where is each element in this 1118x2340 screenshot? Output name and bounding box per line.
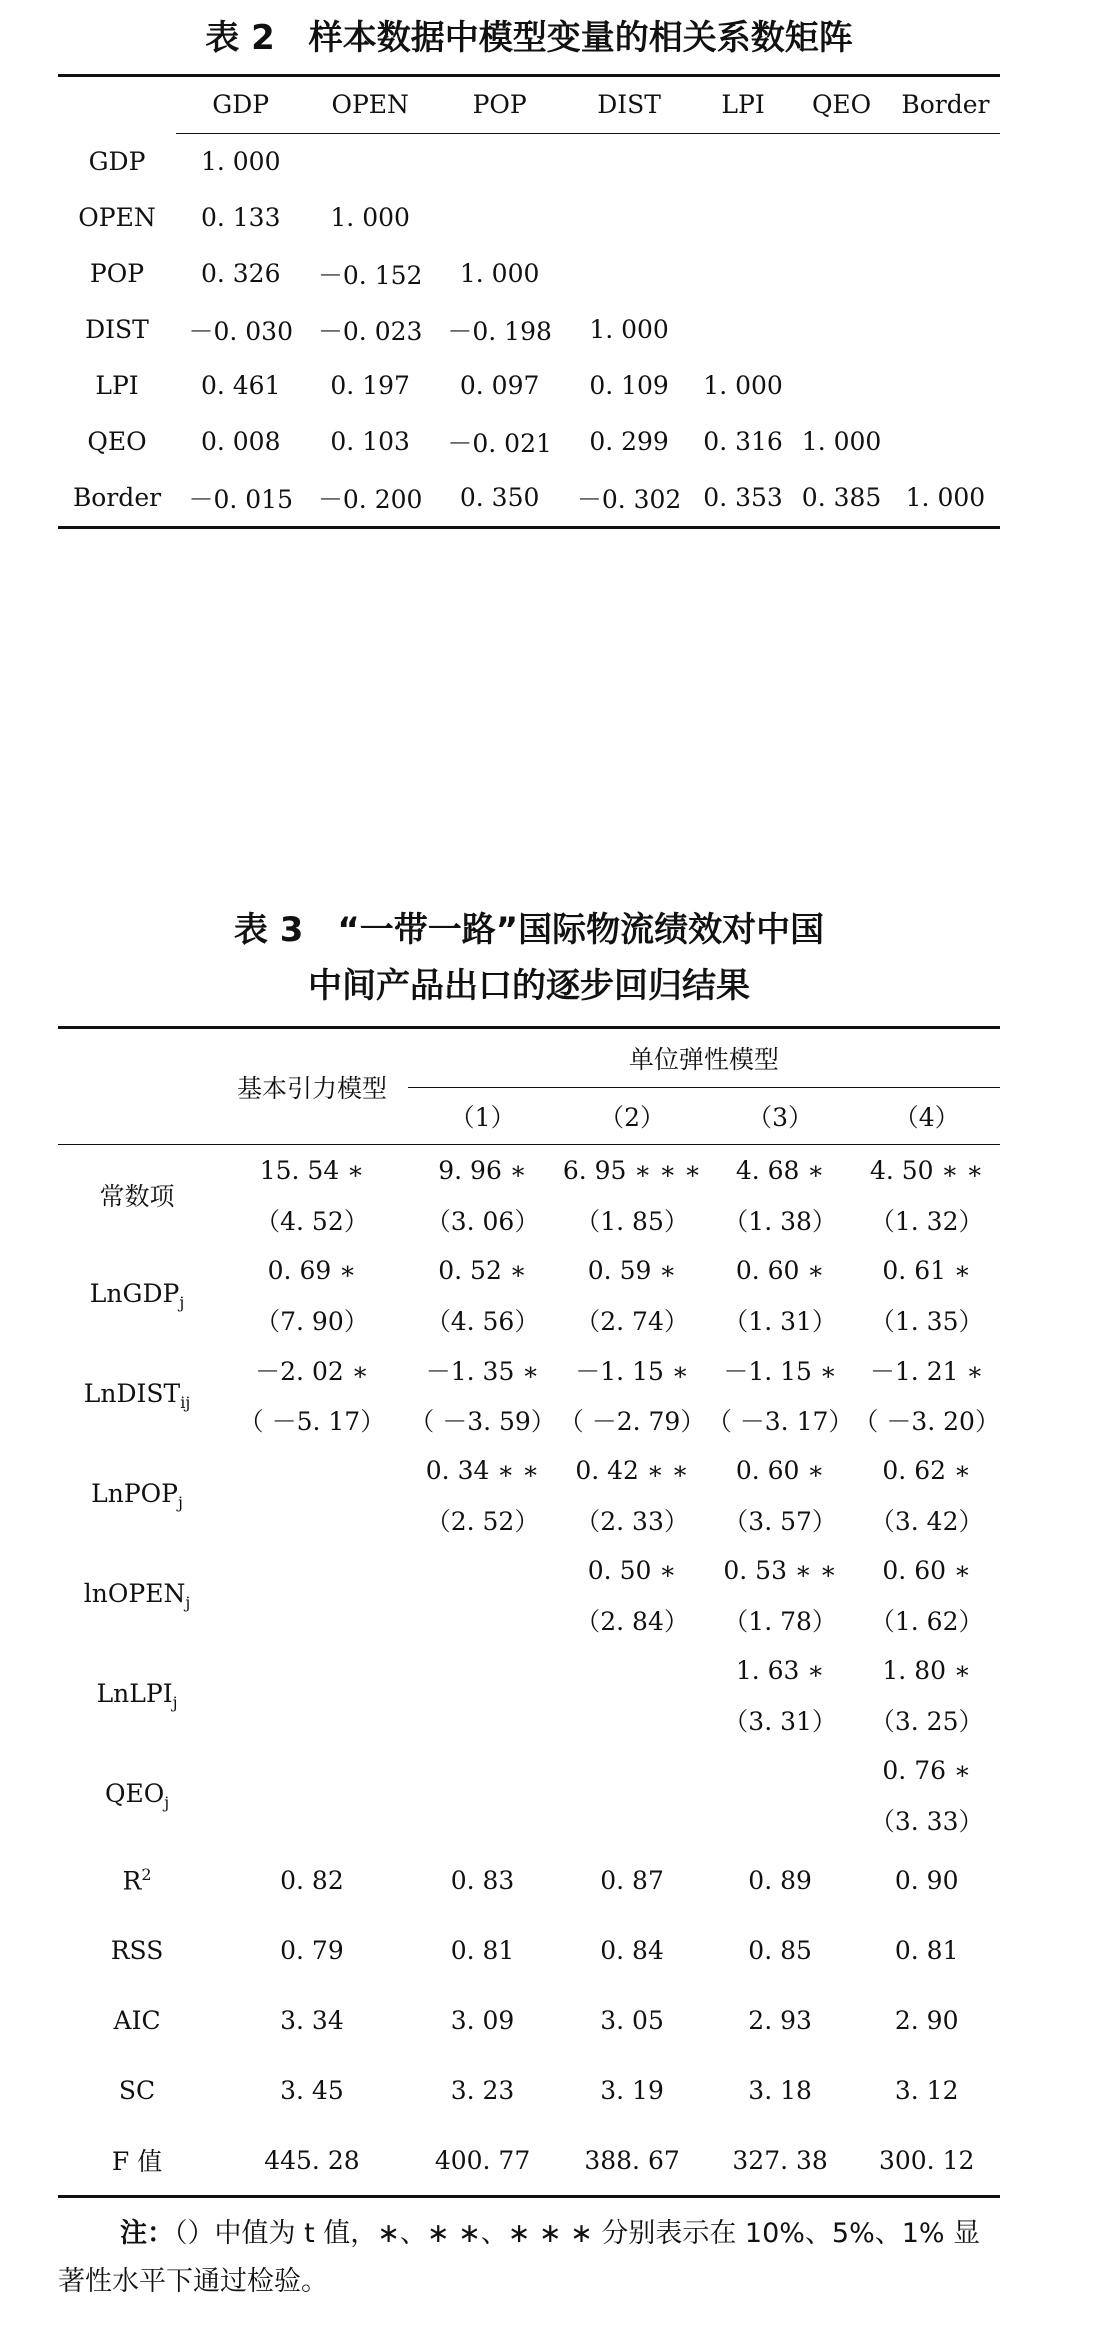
sub-column-header: （4） [893, 1103, 960, 1132]
statistic-name: SC [118, 2075, 156, 2105]
statistic-cell: 0. 83 [450, 1865, 515, 1895]
regression-table [58, 1026, 1000, 2198]
coefficient-cell: 15. 54 ∗ [259, 1155, 365, 1185]
statistic-cell: 0. 81 [894, 1935, 959, 1965]
row-label: DIST [85, 315, 149, 344]
statistic-cell: 3. 05 [600, 2005, 664, 2035]
table-cell [891, 358, 1000, 414]
variable-label [58, 1345, 216, 1445]
t-value-cell: （1. 31） [723, 1307, 837, 1336]
t-value-cell: （3. 06） [425, 1207, 540, 1236]
coefficient-row [58, 1145, 1000, 1196]
table-cell [564, 246, 693, 302]
coefficient-row [58, 1445, 1000, 1495]
note-text: （）中值为 t 值，∗、∗ ∗、∗ ∗ ∗ 分别表示在 10%、5%、1% 显著性水平下通过检验。 [58, 2218, 981, 2297]
coefficient-cell: －1. 35 ∗ [425, 1357, 540, 1386]
t-value-cell: （4. 52） [255, 1207, 369, 1236]
variable-subscript: j [179, 1292, 185, 1312]
variable-subscript: j [164, 1792, 170, 1812]
variable-label [58, 1445, 216, 1545]
coefficient-cell: 0. 53 ∗ ∗ [723, 1555, 837, 1585]
statistic-cell: 400. 77 [434, 2145, 531, 2175]
statistic-superscript: 2 [141, 1864, 152, 1884]
table-row [58, 246, 1000, 302]
table-cell [435, 133, 564, 190]
row-label: OPEN [78, 203, 156, 232]
statistic-cell: 0. 84 [600, 1935, 664, 1965]
statistic-cell: 3. 34 [280, 2005, 344, 2035]
table-cell [564, 190, 693, 246]
table-cell [435, 190, 564, 246]
coefficient-cell: 0. 59 ∗ [587, 1255, 677, 1285]
coefficient-cell [557, 1745, 707, 1795]
table-cell: －0. 023 [317, 316, 423, 346]
column-header: OPEN [305, 76, 434, 134]
statistic-cell: 300. 12 [878, 2145, 975, 2175]
t-value-cell: （ －3. 17） [706, 1407, 854, 1436]
table-cell [694, 246, 793, 302]
t-value-cell: （2. 74） [575, 1307, 689, 1336]
t-value-cell [557, 1795, 707, 1845]
variable-name: lnOPEN [83, 1578, 186, 1608]
table-cell: 0. 385 [801, 483, 882, 512]
table-cell [792, 358, 891, 414]
t-value-cell: （1. 32） [869, 1207, 984, 1236]
t-value-cell: （2. 33） [575, 1507, 689, 1536]
coefficient-cell: 0. 60 ∗ [882, 1555, 971, 1585]
table-cell [891, 133, 1000, 190]
table-cell: 0. 299 [589, 427, 669, 456]
coefficient-cell: 0. 61 ∗ [882, 1255, 971, 1285]
coefficient-cell: 0. 76 ∗ [882, 1755, 971, 1785]
coefficient-cell: 0. 60 ∗ [735, 1455, 825, 1485]
variable-subscript: j [172, 1692, 178, 1712]
row-label: GDP [88, 146, 146, 176]
table-cell: 1. 000 [589, 315, 669, 344]
variable-label [58, 1645, 216, 1745]
table-row [58, 414, 1000, 470]
table-cell: 1. 000 [200, 147, 281, 176]
coefficient-cell: 4. 50 ∗ ∗ [869, 1155, 984, 1185]
t-value-cell [216, 1595, 408, 1645]
table-cell [792, 133, 891, 190]
coefficient-cell [707, 1745, 854, 1795]
t-value-cell [216, 1795, 408, 1845]
coefficient-cell [408, 1545, 558, 1595]
table-cell: 0. 461 [200, 371, 281, 400]
statistic-cell: 2. 93 [748, 2005, 812, 2035]
statistic-row [58, 1985, 1000, 2055]
statistic-cell: 0. 85 [748, 1935, 812, 1965]
t-value-cell: （3. 33） [869, 1807, 984, 1836]
table-cell: 0. 350 [459, 483, 540, 512]
coefficient-cell: －1. 15 ∗ [723, 1357, 837, 1386]
t-value-cell: （4. 56） [425, 1307, 540, 1336]
t-value-cell: （3. 31） [723, 1707, 837, 1736]
t-value-cell [707, 1795, 854, 1845]
table-2-block [58, 14, 1000, 529]
column-header: GDP [176, 76, 305, 134]
statistic-cell: 327. 38 [732, 2145, 828, 2175]
note-label: 注： [120, 2218, 174, 2249]
variable-name: 常数项 [99, 1182, 175, 1211]
table-cell: 1. 000 [703, 371, 783, 400]
statistic-cell: 0. 82 [280, 1865, 344, 1895]
statistic-label [58, 2125, 216, 2197]
table-cell: －0. 200 [317, 484, 423, 514]
sub-column-header: （3） [747, 1103, 814, 1132]
table-cell [694, 302, 793, 358]
t-value-cell: （ －3. 20） [853, 1407, 1000, 1436]
coefficient-row [58, 1545, 1000, 1595]
t-value-cell: （1. 62） [869, 1607, 984, 1636]
table-cell: －0. 152 [317, 260, 423, 290]
table-3-note [58, 2210, 1000, 2306]
statistic-cell: 3. 12 [894, 2075, 959, 2105]
column-header: Border [891, 76, 1000, 134]
coefficient-cell: －1. 15 ∗ [575, 1357, 689, 1386]
column-header: LPI [694, 76, 793, 134]
coefficient-cell: －2. 02 ∗ [255, 1357, 369, 1386]
variable-name: LnGDP [89, 1278, 180, 1308]
t-value-cell: （1. 38） [723, 1207, 837, 1236]
table-cell [792, 246, 891, 302]
coefficient-cell [216, 1645, 408, 1695]
coefficient-row [58, 1345, 1000, 1395]
statistic-cell: 0. 87 [600, 1865, 664, 1895]
table-cell: 0. 326 [200, 259, 281, 288]
table-cell: －0. 015 [188, 484, 293, 514]
statistic-cell: 0. 89 [748, 1865, 812, 1895]
table-cell: 1. 000 [905, 483, 986, 512]
header-unit-elasticity-model: 单位弹性模型 [408, 1028, 1000, 1088]
table-cell [792, 302, 891, 358]
coefficient-cell: 0. 60 ∗ [735, 1255, 825, 1285]
statistic-label [58, 1915, 216, 1985]
statistic-cell: 3. 19 [600, 2075, 664, 2105]
t-value-cell: （1. 78） [723, 1607, 837, 1636]
coefficient-cell [557, 1645, 707, 1695]
table-row [58, 358, 1000, 414]
t-value-cell: （ －2. 79） [558, 1407, 706, 1436]
coefficient-cell: 0. 52 ∗ [438, 1255, 527, 1285]
sub-column-header: （2） [599, 1103, 666, 1132]
table-row [58, 133, 1000, 190]
row-label: LPI [95, 371, 139, 400]
table-2-header-row [58, 76, 1000, 134]
coefficient-row [58, 1645, 1000, 1695]
table-cell: －0. 198 [447, 316, 552, 346]
statistic-cell: 0. 79 [280, 1935, 344, 1965]
statistic-label [58, 1845, 216, 1915]
coefficient-cell: 1. 80 ∗ [882, 1655, 971, 1685]
table-cell: 1. 000 [330, 203, 410, 232]
table-row [58, 302, 1000, 358]
statistic-name: R [122, 1866, 142, 1896]
coefficient-cell: 1. 63 ∗ [735, 1655, 825, 1685]
variable-subscript: j [178, 1492, 183, 1512]
statistic-cell: 3. 23 [450, 2075, 515, 2105]
table-cell: 0. 197 [330, 371, 410, 400]
statistic-name: RSS [110, 1935, 164, 1965]
table-cell [891, 246, 1000, 302]
variable-subscript: ij [180, 1392, 191, 1412]
column-header: QEO [792, 76, 891, 134]
table-cell [305, 133, 434, 190]
statistic-cell: 445. 28 [264, 2145, 360, 2175]
coefficient-cell: 0. 50 ∗ [587, 1555, 677, 1585]
variable-name: LnLPI [96, 1678, 173, 1708]
table-cell: 0. 109 [589, 371, 669, 400]
row-label: Border [72, 483, 162, 512]
statistic-row [58, 1845, 1000, 1915]
table-cell: 0. 353 [703, 483, 783, 512]
t-value-cell: （2. 84） [575, 1607, 689, 1636]
t-value-cell: （2. 52） [425, 1507, 540, 1536]
statistic-row [58, 1915, 1000, 1985]
table-3-caption-line-2: 中间产品出口的逐步回归结果 [308, 966, 750, 1006]
table-cell [694, 133, 793, 190]
t-value-cell: （1. 35） [869, 1307, 984, 1336]
table-cell: 0. 133 [200, 203, 281, 232]
t-value-cell [408, 1695, 558, 1745]
statistic-cell: 3. 18 [748, 2075, 812, 2105]
table-cell: 0. 316 [703, 427, 783, 456]
coefficient-cell: 0. 42 ∗ ∗ [575, 1455, 689, 1485]
t-value-cell: （7. 90） [255, 1307, 369, 1336]
table-row [58, 190, 1000, 246]
t-value-cell [557, 1695, 707, 1745]
coefficient-cell: 0. 69 ∗ [267, 1255, 357, 1285]
t-value-cell [408, 1795, 558, 1845]
coefficient-cell [408, 1645, 558, 1695]
table-cell: 0. 097 [459, 371, 540, 400]
variable-name: LnPOP [91, 1478, 178, 1508]
row-label: QEO [87, 427, 147, 456]
statistic-label [58, 2055, 216, 2125]
table-cell [891, 414, 1000, 470]
table-cell: 0. 103 [330, 427, 410, 456]
variable-label [58, 1245, 216, 1345]
statistic-cell: 388. 67 [584, 2145, 680, 2175]
coefficient-cell: 0. 62 ∗ [882, 1455, 971, 1485]
coefficient-cell [216, 1545, 408, 1595]
statistic-cell: 0. 81 [450, 1935, 515, 1965]
table-cell: －0. 302 [576, 484, 682, 514]
coefficient-cell: 9. 96 ∗ [438, 1155, 527, 1185]
row-label: POP [89, 259, 145, 288]
table-3-block [58, 906, 1000, 2306]
table-cell [564, 133, 693, 190]
variable-subscript: j [185, 1592, 191, 1612]
table-3-caption-line-1: 表 3 “一带一路”国际物流绩效对中国 [233, 910, 825, 950]
coefficient-cell [216, 1445, 408, 1495]
t-value-cell: （3. 57） [723, 1507, 837, 1536]
t-value-cell: （1. 85） [575, 1207, 689, 1236]
variable-label [58, 1545, 216, 1645]
coefficient-row [58, 1745, 1000, 1795]
header-basic-gravity-model: 基本引力模型 [236, 1073, 387, 1103]
statistic-cell: 3. 09 [450, 2005, 515, 2035]
table-cell: －0. 030 [188, 316, 293, 346]
variable-label [58, 1745, 216, 1845]
t-value-cell [216, 1695, 408, 1745]
coefficient-cell: 6. 95 ∗ ∗ ∗ [562, 1155, 702, 1185]
table-cell: 1. 000 [459, 259, 540, 288]
table-2-caption: 表 2 样本数据中模型变量的相关系数矩阵 [205, 18, 853, 58]
coefficient-cell: －1. 21 ∗ [869, 1357, 984, 1386]
table-cell: 1. 000 [801, 427, 882, 456]
statistic-cell: 0. 90 [894, 1865, 959, 1895]
t-value-cell: （3. 25） [869, 1707, 984, 1736]
coefficient-cell [216, 1745, 408, 1795]
statistic-name: AIC [113, 2005, 161, 2035]
statistic-name: F 值 [111, 2147, 163, 2176]
t-value-cell [216, 1495, 408, 1545]
table-cell: 0. 008 [200, 427, 281, 456]
variable-name: QEO [104, 1778, 165, 1808]
statistic-row [58, 2055, 1000, 2125]
statistic-label [58, 1985, 216, 2055]
t-value-cell: （ －5. 17） [238, 1407, 386, 1436]
coefficient-cell [408, 1745, 558, 1795]
table-cell [792, 190, 891, 246]
coefficient-cell: 4. 68 ∗ [735, 1155, 825, 1185]
coefficient-row [58, 1245, 1000, 1295]
correlation-table [58, 74, 1000, 529]
coefficient-cell: 0. 34 ∗ ∗ [425, 1455, 540, 1485]
sub-column-header: （1） [449, 1103, 516, 1132]
table-cell: －0. 021 [447, 428, 552, 458]
t-value-cell [408, 1595, 558, 1645]
table-cell [891, 302, 1000, 358]
variable-name: LnDIST [83, 1378, 181, 1408]
statistic-cell: 2. 90 [894, 2005, 959, 2035]
t-value-cell: （3. 42） [869, 1507, 984, 1536]
table-cell [694, 190, 793, 246]
column-header: POP [435, 76, 564, 134]
variable-label [58, 1145, 216, 1246]
table-row [58, 470, 1000, 528]
t-value-cell: （ －3. 59） [409, 1407, 556, 1436]
statistic-cell: 3. 45 [280, 2075, 344, 2105]
statistic-row [58, 2125, 1000, 2197]
column-header: DIST [564, 76, 693, 134]
table-cell [891, 190, 1000, 246]
